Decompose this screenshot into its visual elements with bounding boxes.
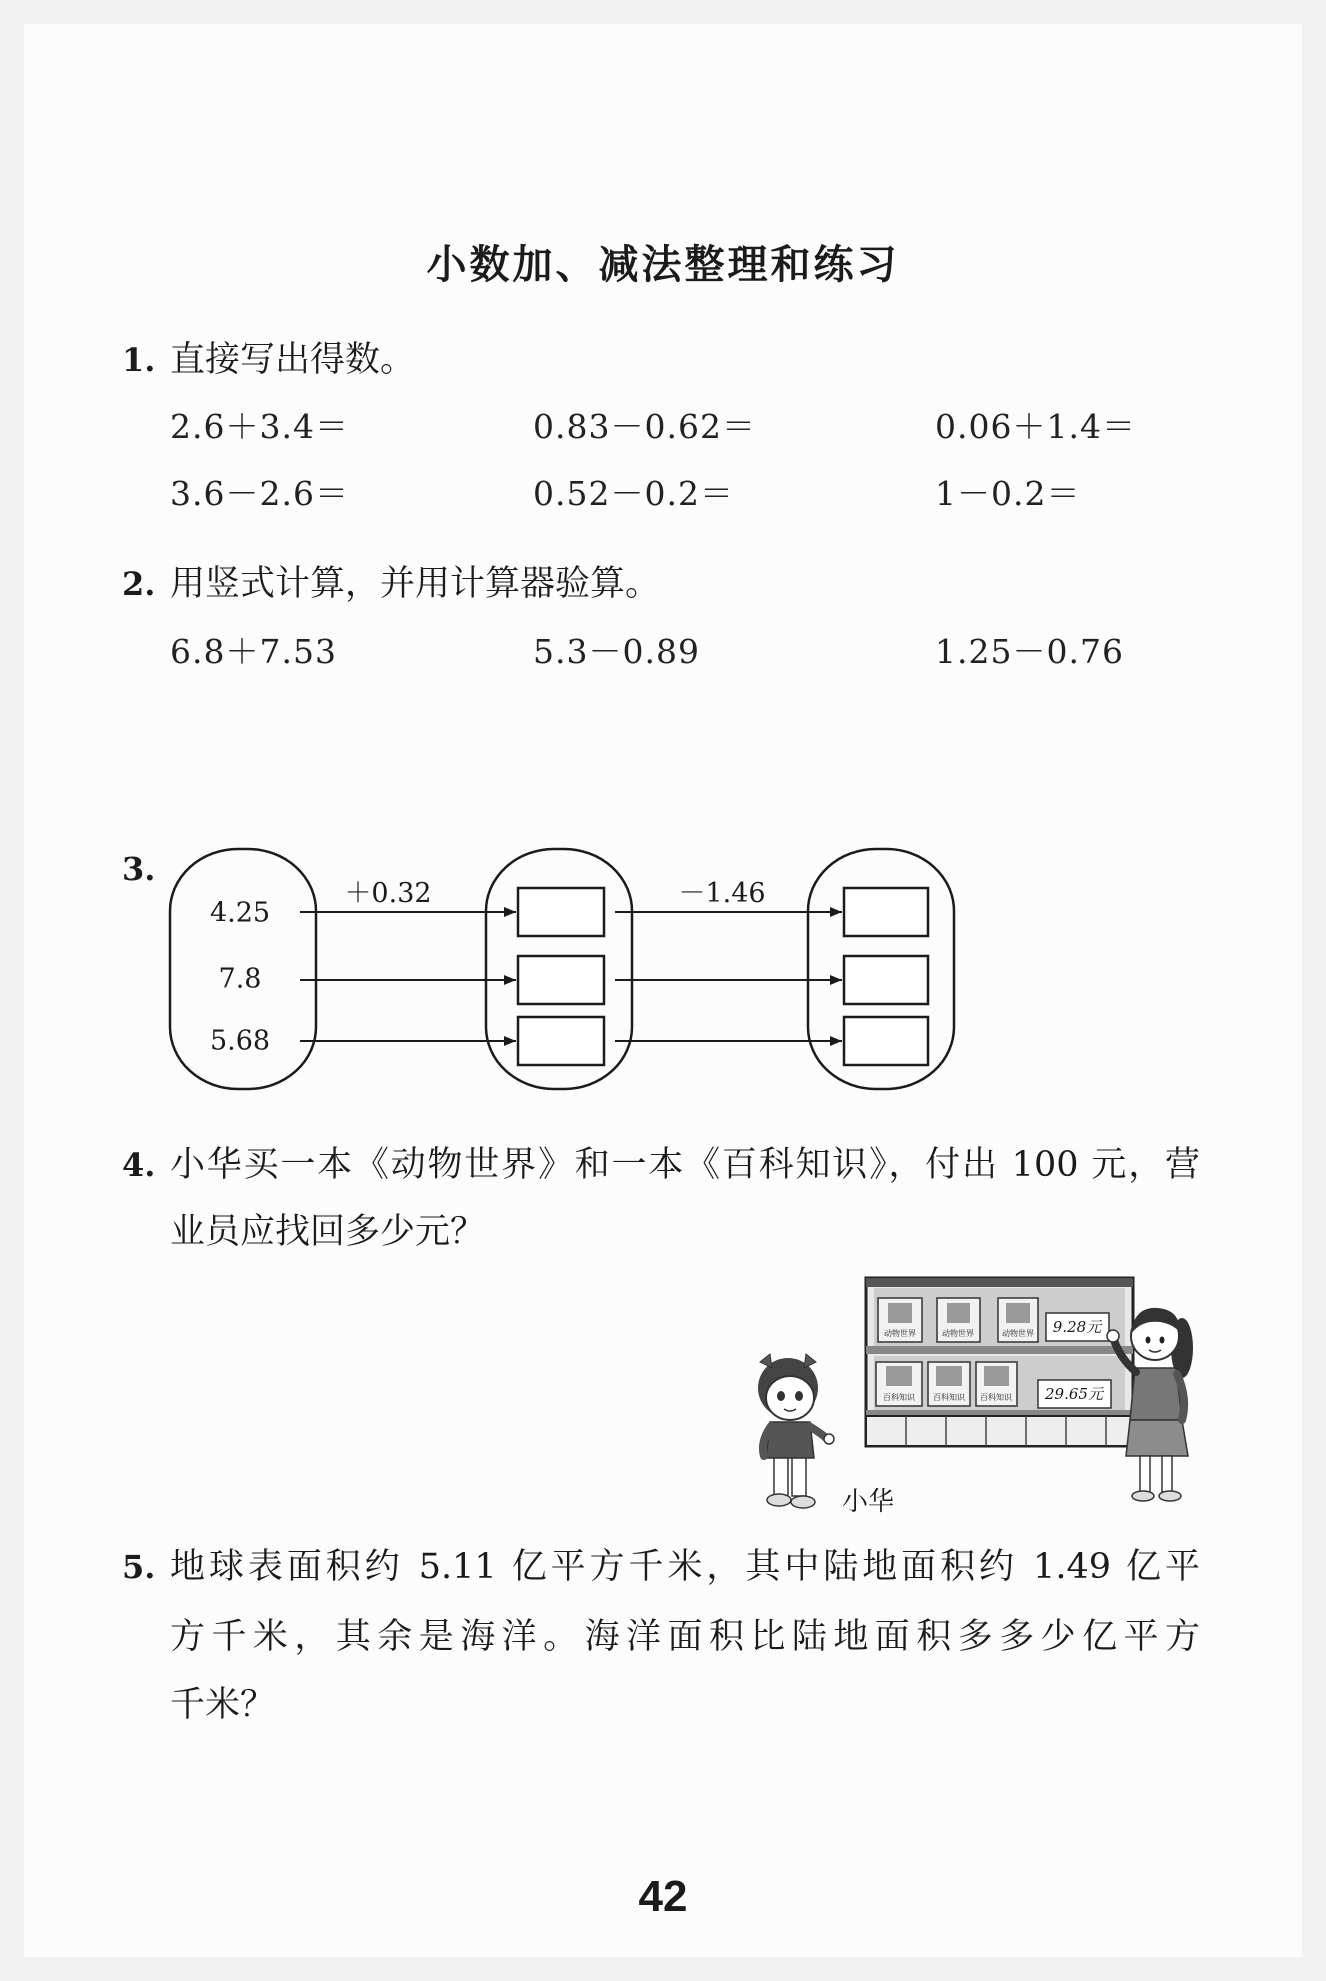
answer-box-step2[interactable]	[844, 956, 928, 1004]
book-animal-world	[998, 1298, 1038, 1342]
price-tag-encyclopedia	[1038, 1380, 1111, 1408]
start-value: 4.25	[209, 897, 271, 929]
oral-calculation: 3.6－2.6＝	[170, 474, 349, 513]
book-animal-world	[878, 1298, 922, 1342]
step-add-label: ＋0.32	[344, 878, 432, 909]
book-encyclopedia	[876, 1362, 922, 1406]
question-number: 4.	[122, 1146, 156, 1184]
book-label: 百科知识	[980, 1393, 1012, 1402]
vertical-calculation: 5.3－0.89	[533, 632, 700, 671]
step-subtract-label: －1.46	[678, 878, 766, 909]
book-encyclopedia	[976, 1362, 1017, 1406]
book-label: 百科知识	[933, 1393, 965, 1402]
vertical-calculation: 6.8＋7.53	[170, 632, 337, 671]
question-number: 1.	[122, 341, 156, 379]
vertical-calculation: 1.25－0.76	[935, 632, 1124, 671]
price-tag-animal-world	[1046, 1313, 1109, 1341]
price-label: 29.65元	[1045, 1385, 1103, 1403]
question-text-line: 方千米，其余是海洋。海洋面积比陆地面积多多少亿平方	[170, 1617, 1200, 1657]
question-text-line: 地球表面积约 5.11 亿平方千米，其中陆地面积约 1.49 亿平	[170, 1547, 1200, 1587]
answer-box-step1[interactable]	[518, 888, 604, 936]
answer-box-step2[interactable]	[844, 888, 928, 936]
child-name-label: 小华	[841, 1487, 895, 1517]
page-title: 小数加、减法整理和练习	[426, 241, 900, 288]
xiaohua-figure	[758, 1354, 834, 1508]
book-label: 动物世界	[942, 1329, 974, 1338]
oral-calculation: 0.52－0.2＝	[533, 474, 734, 513]
book-animal-world	[937, 1298, 980, 1342]
price-label: 9.28元	[1052, 1318, 1102, 1336]
question-text-line: 业员应找回多少元？	[170, 1212, 486, 1252]
question-number: 5.	[122, 1548, 156, 1586]
oral-calculation: 0.06＋1.4＝	[935, 407, 1136, 446]
start-value: 5.68	[209, 1025, 271, 1057]
page-number: 42	[638, 1872, 688, 1921]
operation-flow-diagram	[160, 840, 970, 1100]
question-text-line: 小华买一本《动物世界》和一本《百科知识》，付出 100 元，营	[170, 1145, 1200, 1185]
bookstore-illustration	[730, 1270, 1210, 1520]
question-number: 3.	[122, 850, 156, 888]
answer-box-step1[interactable]	[518, 1017, 604, 1065]
book-encyclopedia	[928, 1362, 970, 1406]
start-value: 7.8	[218, 963, 262, 995]
oral-calculation: 0.83－0.62＝	[533, 407, 756, 446]
question-prompt: 用竖式计算，并用计算器验算。	[170, 564, 661, 604]
book-label: 动物世界	[1002, 1329, 1034, 1338]
book-label: 动物世界	[884, 1329, 916, 1338]
oral-calculation: 2.6＋3.4＝	[170, 407, 349, 446]
oral-calculation: 1－0.2＝	[935, 474, 1081, 513]
question-prompt: 直接写出得数。	[170, 340, 416, 380]
question-text-line: 千米？	[170, 1685, 276, 1725]
answer-box-step1[interactable]	[518, 956, 604, 1004]
book-label: 百科知识	[883, 1393, 915, 1402]
question-number: 2.	[122, 565, 156, 603]
answer-box-step2[interactable]	[844, 1017, 928, 1065]
